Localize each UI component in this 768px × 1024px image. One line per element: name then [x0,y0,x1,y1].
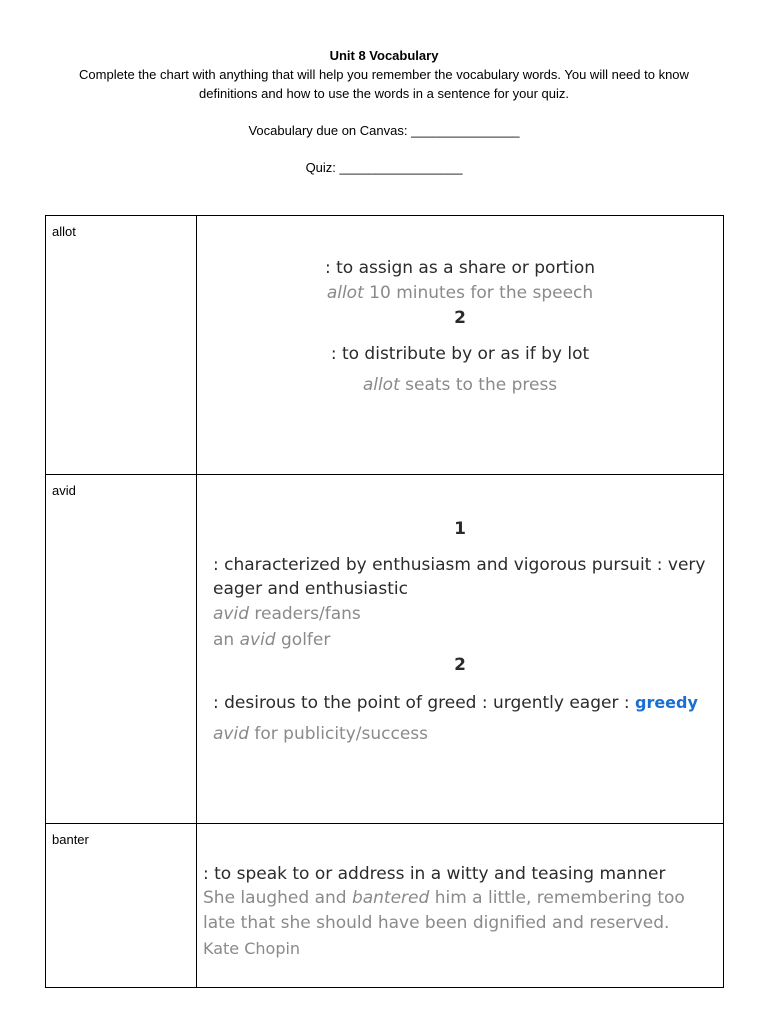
definition-cell [197,475,724,824]
example-source: Kate Chopin [203,939,301,958]
vocab-word: avid [52,483,76,498]
example-text: allot 10 minutes for the speech [326,283,594,303]
quiz-line: Quiz: _________________ [305,160,463,175]
table-row [46,475,724,824]
due-line: Vocabulary due on Canvas: _______________ [248,123,520,138]
greedy-link[interactable]: greedy [634,693,698,712]
definition-text: : to speak to or address in a witty and teasing manner [203,864,666,884]
example-text: avid readers/fans [213,604,361,624]
definition-text: : characterized by enthusiasm and vigorous pursuit : very eager and enthusiastic [213,555,706,599]
document-header [0,46,768,177]
definition-number: 2 [454,308,466,328]
document-title: Unit 8 Vocabulary [329,48,439,63]
instructions: Complete the chart with anything that will help you remember the vocabulary words. You will need to know definitions and how to use the words in a sentence for your quiz. [79,67,689,101]
vocab-word: allot [52,224,76,239]
definition-number: 1 [454,519,466,539]
word-cell [46,824,197,988]
table-row [46,216,724,475]
word-cell [46,216,197,475]
example-text: an avid golfer [213,630,331,650]
example-text: avid for publicity/success [213,724,429,744]
example-text: She laughed and bantered him a little, remembering too late that she should have been dignified and reserved. [203,888,685,933]
definition-cell [197,216,724,475]
definition-number: 2 [454,655,466,675]
vocab-word: banter [52,832,89,847]
example-text: allot seats to the press [362,375,558,395]
definition-cell [197,824,724,988]
definition-text: : desirous to the point of greed : urgently eager : greedy [213,693,698,713]
vocabulary-table [45,215,724,988]
definition-text: : to assign as a share or portion [325,258,595,278]
word-cell [46,475,197,824]
table-row [46,824,724,988]
definition-text: : to distribute by or as if by lot [330,344,590,364]
